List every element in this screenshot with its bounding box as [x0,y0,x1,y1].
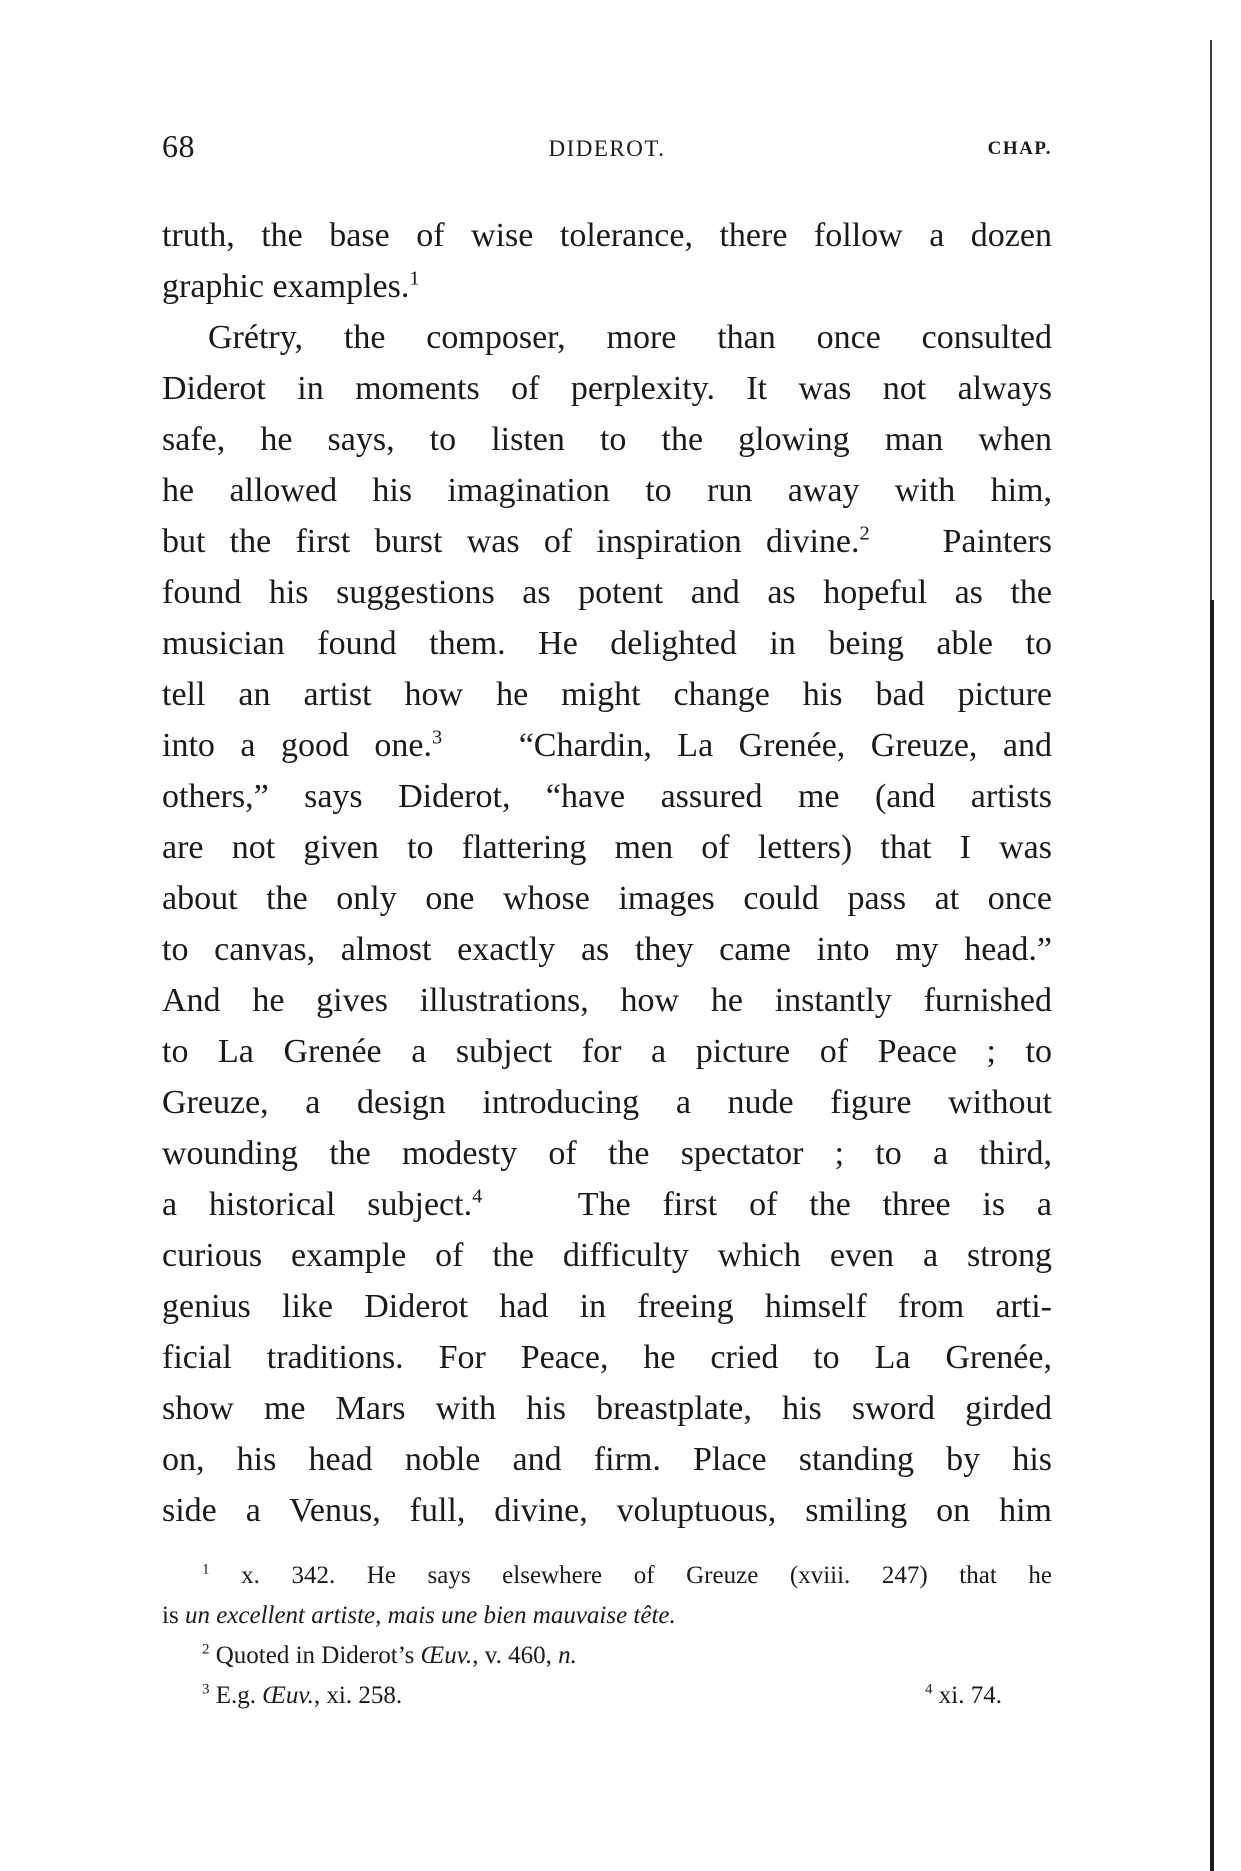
text-line: others,” says Diderot, “have assured me (and artists [162,778,1052,815]
chapter-mark: CHAP. [987,138,1052,159]
text-line: about the only one whose images could pass at once [162,880,1052,917]
footnote-ref: 1 [409,267,420,290]
footnote-number: 1 [202,1561,210,1578]
footnote-4: $^4$ xi. 74. [925,1681,1002,1709]
footnotes [162,1556,1052,1716]
running-title: DIDEROT. [548,136,666,161]
footnote-3: $^3$ E.g. Œuv., xi. 258. [202,1681,403,1709]
page-number: 68 [162,128,195,164]
body-text [162,210,1052,1536]
text-line: found his suggestions as potent and as hopeful as the [162,574,1052,611]
text-line: Diderot in moments of perplexity. It was not always [162,370,1052,407]
footnote-row-3-4 [162,1676,1052,1716]
text-line: ficial traditions. For Peace, he cried to La Grenée, [162,1339,1052,1376]
text-line: safe, he says, to listen to the glowing man when [162,421,1052,458]
footnote-number: 2 [202,1641,210,1658]
text-line: a historical subject.$^4$ The first of the three is a [162,1185,1052,1223]
text-line: he allowed his imagination to run away with him, [162,472,1052,509]
footnote-number: 3 [202,1681,210,1698]
text-line: curious example of the difficulty which even a strong [162,1237,1052,1274]
text-line: And he gives illustrations, how he instantly furnished [162,982,1052,1019]
paragraph-start-line: Grétry, the composer, more than once consulted [208,319,1052,356]
page-edge-rule-lower [1210,600,1214,1871]
text-line: graphic examples.$^1$ [162,267,420,305]
text-line: into a good one.$^3$ “Chardin, La Grenée, Greuze, and [162,726,1052,764]
text-line: but the first burst was of inspiration divine.$^2$ Painters [162,522,1052,560]
page-header [162,128,1052,172]
text-line: musician found them. He delighted in being able to [162,625,1052,662]
footnote-ref: 4 [472,1185,483,1208]
footnote-number: 4 [925,1681,933,1698]
footnote-2: $^2$ Quoted in Diderot’s Œuv., v. 460, n. [202,1641,577,1669]
text-line: show me Mars with his breastplate, his sword girded [162,1390,1052,1427]
text-line: tell an artist how he might change his bad picture [162,676,1052,713]
text-line: to La Grenée a subject for a picture of Peace ; to [162,1033,1052,1070]
text-line: are not given to flattering men of letters) that I was [162,829,1052,866]
text-line: wounding the modesty of the spectator ; to a third, [162,1135,1052,1172]
text-line: truth, the base of wise tolerance, there follow a dozen [162,217,1052,254]
footnote-1-continued: is un excellent artiste, mais une bien mauvaise tête. [162,1602,676,1629]
footnote-ref: 2 [859,522,870,545]
footnote-1: $^1$ x. 342. He says elsewhere of Greuze (xviii. 247) that he [202,1561,1052,1589]
text-line: genius like Diderot had in freeing himself from arti- [162,1288,1052,1325]
text-line: on, his head noble and firm. Place standing by his [162,1441,1052,1478]
footnote-ref: 3 [432,726,443,749]
text-line: side a Venus, full, divine, voluptuous, smiling on him [162,1492,1052,1529]
text-line: to canvas, almost exactly as they came into my head.” [162,931,1052,968]
page-edge-rule-upper [1210,40,1212,600]
text-line: Greuze, a design introducing a nude figure without [162,1084,1052,1121]
